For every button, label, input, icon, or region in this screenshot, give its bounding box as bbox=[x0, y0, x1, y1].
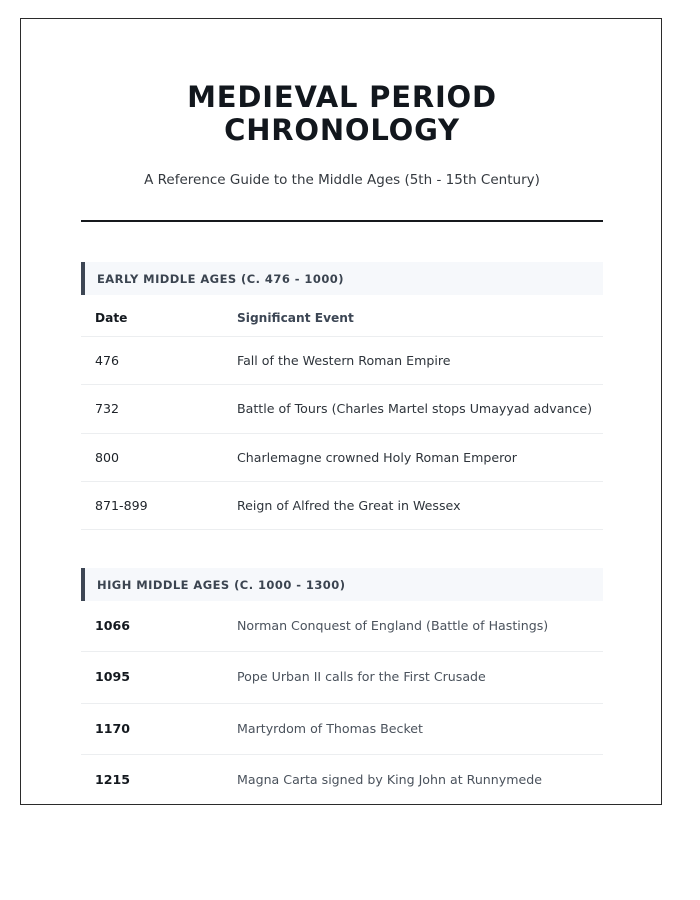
era-heading-label: HIGH MIDDLE AGES (C. 1000 - 1300) bbox=[97, 577, 346, 592]
cell-event: Battle of Tours (Charles Martel stops Umayyad advance) bbox=[223, 385, 603, 433]
era-heading-band bbox=[81, 568, 603, 601]
era-table bbox=[81, 295, 603, 530]
title-divider bbox=[81, 220, 603, 222]
page-content bbox=[81, 19, 603, 805]
sections-container bbox=[81, 262, 603, 805]
page-subtitle: A Reference Guide to the Middle Ages (5th - 15th Century) bbox=[144, 171, 540, 188]
table-row bbox=[81, 601, 603, 652]
cell-date: 476 bbox=[81, 337, 223, 385]
era-heading-band bbox=[81, 262, 603, 295]
cell-event: Norman Conquest of England (Battle of Hastings) bbox=[223, 601, 603, 652]
cell-date: 1215 bbox=[81, 754, 223, 805]
cell-event: Reign of Alfred the Great in Wessex bbox=[223, 481, 603, 529]
cell-date: 1170 bbox=[81, 703, 223, 754]
table-row bbox=[81, 652, 603, 703]
cell-date: 732 bbox=[81, 385, 223, 433]
era-heading-label: EARLY MIDDLE AGES (C. 476 - 1000) bbox=[97, 271, 344, 286]
cell-date: 1066 bbox=[81, 601, 223, 652]
page-sheet bbox=[20, 18, 662, 805]
cell-event: Martyrdom of Thomas Becket bbox=[223, 703, 603, 754]
era-section bbox=[81, 262, 603, 530]
cell-date: 800 bbox=[81, 433, 223, 481]
table-row bbox=[81, 433, 603, 481]
cell-event: Charlemagne crowned Holy Roman Emperor bbox=[223, 433, 603, 481]
table-row bbox=[81, 754, 603, 805]
era-table bbox=[81, 601, 603, 805]
era-section bbox=[81, 568, 603, 805]
cell-event: Magna Carta signed by King John at Runnymede bbox=[223, 754, 603, 805]
table-row bbox=[81, 481, 603, 529]
cell-event: Fall of the Western Roman Empire bbox=[223, 337, 603, 385]
table-row bbox=[81, 703, 603, 754]
table-row bbox=[81, 337, 603, 385]
column-header-date: Date bbox=[81, 295, 223, 337]
cell-date: 871-899 bbox=[81, 481, 223, 529]
cell-date: 1095 bbox=[81, 652, 223, 703]
table-header-row bbox=[81, 295, 603, 337]
page-title: MEDIEVAL PERIOD CHRONOLOGY bbox=[187, 80, 497, 148]
table-row bbox=[81, 385, 603, 433]
cell-event: Pope Urban II calls for the First Crusade bbox=[223, 652, 603, 703]
column-header-event: Significant Event bbox=[223, 295, 603, 337]
